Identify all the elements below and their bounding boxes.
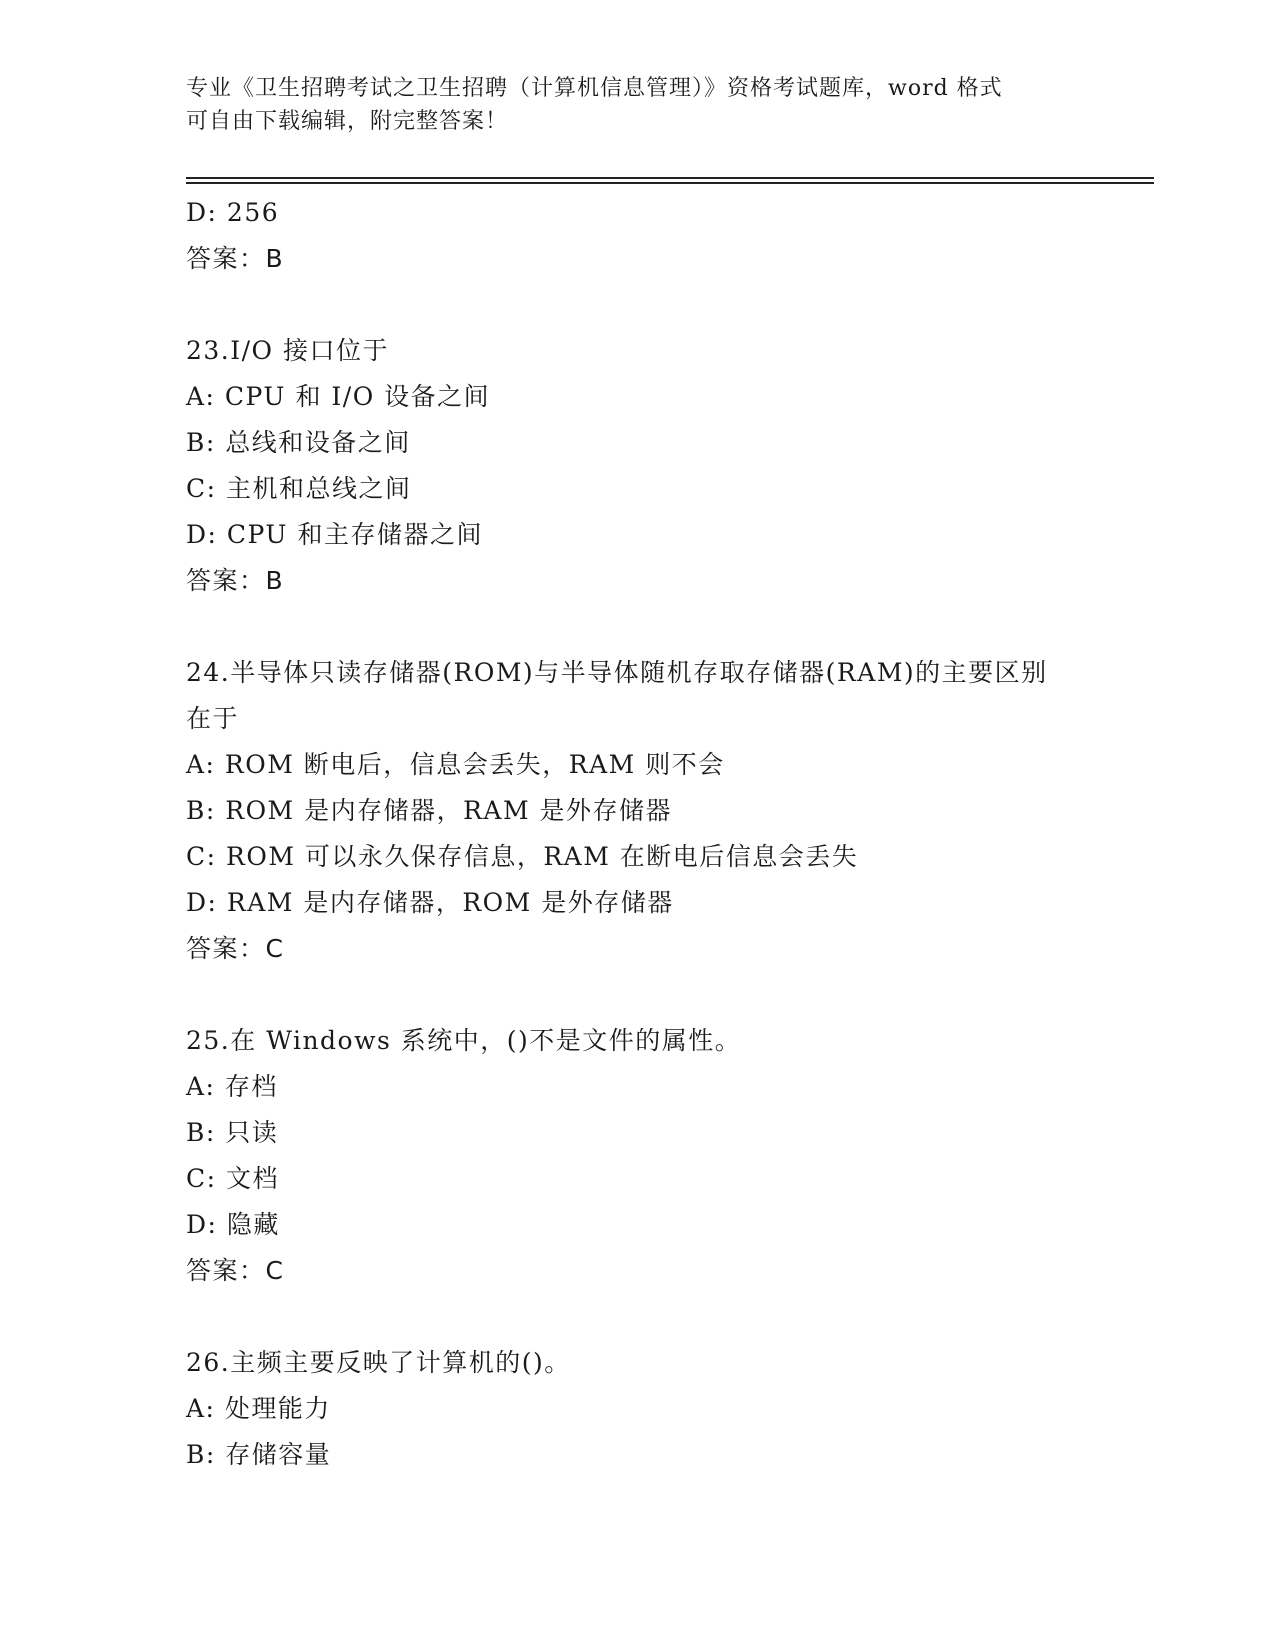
answer-line: 答案：B [186,566,285,595]
paragraph-spacer [186,282,1086,328]
question-list [186,190,1086,1478]
option-line: A: CPU 和 I/O 设备之间 [186,382,491,411]
header-divider-bottom [186,182,1154,184]
answer-line: 答案：C [186,1256,285,1285]
answer-line: 答案：B [186,244,285,273]
option-line: A: ROM 断电后，信息会丢失，RAM 则不会 [186,750,725,779]
question-text: 在于 [186,704,240,733]
answer-line: 答案：C [186,934,285,963]
header-line-2: 可自由下载编辑，附完整答案！ [186,109,509,134]
question-text: 26.主频主要反映了计算机的()。 [186,1348,571,1377]
paragraph-spacer [186,1294,1086,1340]
option-line: B: 只读 [186,1118,279,1147]
paragraph-spacer [186,972,1086,1018]
paragraph-spacer [186,604,1086,650]
option-line: D: CPU 和主存储器之间 [186,520,483,549]
option-line: C: 主机和总线之间 [186,474,412,503]
document-header [186,72,1066,138]
option-line: A: 存档 [186,1072,278,1101]
option-line: D: 隐藏 [186,1210,280,1239]
question-text: 24.半导体只读存储器(ROM)与半导体随机存取存储器(RAM)的主要区别 [186,658,1048,687]
question-text: 25.在 Windows 系统中，()不是文件的属性。 [186,1026,742,1055]
header-divider-top [186,177,1154,179]
header-line-1: 专业《卫生招聘考试之卫生招聘（计算机信息管理）》资格考试题库，word 格式 [186,76,1003,101]
option-line: D: RAM 是内存储器，ROM 是外存储器 [186,888,674,917]
option-line: B: 存储容量 [186,1440,332,1469]
option-line: B: ROM 是内存储器，RAM 是外存储器 [186,796,673,825]
option-line: B: 总线和设备之间 [186,428,411,457]
option-line: C: ROM 可以永久保存信息，RAM 在断电后信息会丢失 [186,842,859,871]
option-line: D: 256 [186,198,280,227]
option-line: A: 处理能力 [186,1394,331,1423]
option-line: C: 文档 [186,1164,279,1193]
question-text: 23.I/O 接口位于 [186,336,389,365]
